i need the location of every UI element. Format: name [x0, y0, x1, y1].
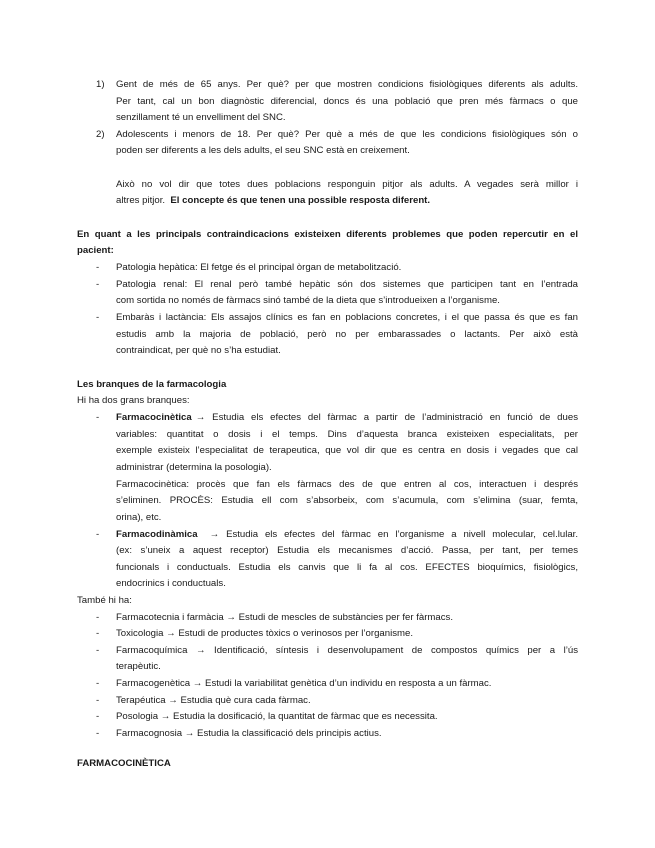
pk-line: variables: quantitat o dosis i el temps. Dins d’aquesta branca existeixen especialitats, per [116, 429, 578, 440]
pk-line: orina), etc. [116, 512, 162, 523]
other-item-line: Farmacognosia → Estudia la classificació dels principis actius. [116, 728, 382, 739]
other-item-line: Toxicologia → Estudi de productes tòxics o verinosos per l’organisme. [116, 628, 414, 639]
pk-l1: → Estudia els efectes del fàrmac a partir de l’administració en funció de dues [195, 412, 578, 423]
pk-line: s’eliminen. PROCÈS: Estudia ell com s’absorbeix, com s’acumula, com s’elimina (suar, femta, [116, 495, 578, 506]
branches-title: Les branques de la farmacologia [77, 379, 227, 390]
contra-item-line: com sortida no només de fàrmacs sinó també de la dieta que s’introdueixen a l’organisme. [116, 295, 500, 306]
other-item-line: Farmacoquímica → Identificació, síntesis i desenvolupament de compostos químics per a l’ús [116, 645, 578, 656]
bullet-dash: - [96, 645, 100, 656]
section-heading: FARMACOCINÈTICA [77, 758, 171, 769]
pk-line: Farmacocinètica: procès que fan els fàrmacs des de que entren al cos, interactuen i després [116, 479, 578, 490]
bullet-dash: - [96, 711, 100, 722]
bullet-dash: - [96, 312, 100, 323]
note-line [116, 195, 430, 207]
list-number: 2) [96, 129, 105, 140]
bullet-dash: - [96, 678, 100, 689]
other-item-line: terapèutic. [116, 661, 161, 672]
bullet-dash: - [96, 628, 100, 639]
pd-line: funcionals i conductuals. Estudia els canvis que li fa al cos. EFECTES bioquímics, fisiològics, [116, 562, 578, 573]
contra-item-line: estudis amb la majoria de població, però no per embarassades o lactants. Per això està [116, 329, 578, 340]
other-item-line: Farmacotecnia i farmàcia → Estudi de mescles de substàncies per fer fàrmacs. [116, 612, 453, 623]
list-item-line: Adolescents i menors de 18. Per què? Per què a més de que les condicions fisiològiques són o [116, 129, 578, 140]
list-item-line: poden ser diferents a les dels adults, el seu SNC està en creixement. [116, 145, 410, 156]
bullet-dash: - [96, 612, 100, 623]
branches-intro: Hi ha dos grans branques: [77, 395, 190, 406]
list-item-line: Gent de més de 65 anys. Per què? per que mostren condicions fisiològiques diferents als adults. [116, 79, 578, 90]
note-bold: El concepte és que tenen una possible resposta diferent. [170, 195, 431, 206]
contra-item-line: Patologia renal: El renal però també hepàtic són dos sistemes que participen tant en l’entrada [116, 279, 578, 290]
pd-first-line [116, 529, 578, 541]
pd-line: endocrinics i conductuals. [116, 578, 226, 589]
pd-l1: → Estudia els efectes del fàrmac en l’organisme a nivell molecular, cel.lular. [209, 529, 578, 540]
contra-item-line: Patologia hepàtica: El fetge és el principal òrgan de metabolització. [116, 262, 402, 273]
pd-term: Farmacodinàmica [116, 529, 198, 540]
bullet-dash: - [96, 529, 100, 540]
contra-item-line: Embaràs i lactància: Els assajos clínics es fan en poblacions concretes, i el que passa és que es fan [116, 312, 578, 323]
other-item-line: Terapéutica → Estudia què cura cada fàrmac. [116, 695, 311, 706]
note-plain: altres pitjor. [116, 195, 166, 206]
pk-line: exemple existeix l’especialitat de terapeutica, que vol dir que es centra en dosis i vegades que cal [116, 445, 578, 456]
other-item-line: Posologia → Estudia la dosificació, la quantitat de fàrmac que es necessita. [116, 711, 438, 722]
pd-line: (ex: s’uneix a aquest receptor) Estudia els mecanismes d’acció. Passa, per tant, per temes [116, 545, 578, 556]
list-item-line: Per tant, cal un bon diagnòstic diferencial, doncs és una població que pren més fàrmacs o que [116, 96, 578, 107]
list-item-line: senzillament té un envelliment del SNC. [116, 112, 286, 123]
contra-heading: pacient: [77, 245, 114, 256]
contra-heading: En quant a les principals contraindicacions existeixen diferents problemes que poden repercutir en el [77, 229, 578, 240]
contra-item-line: contraindicat, per què no s’ha estudiat. [116, 345, 281, 356]
bullet-dash: - [96, 695, 100, 706]
pk-first-line [116, 412, 578, 424]
pk-line: administrar (determina la posologia). [116, 462, 272, 473]
pk-term: Farmacocinètica [116, 412, 192, 423]
bullet-dash: - [96, 412, 100, 423]
note-line: Això no vol dir que totes dues poblacions responguin pitjor als adults. A vegades serà millor i [116, 179, 578, 190]
bullet-dash: - [96, 279, 100, 290]
bullet-dash: - [96, 728, 100, 739]
bullet-dash: - [96, 262, 100, 273]
other-item-line: Farmacogenètica → Estudi la variabilitat genètica d’un individu en resposta a un fàrmac. [116, 678, 492, 689]
also-label: També hi ha: [77, 595, 132, 606]
list-number: 1) [96, 79, 105, 90]
